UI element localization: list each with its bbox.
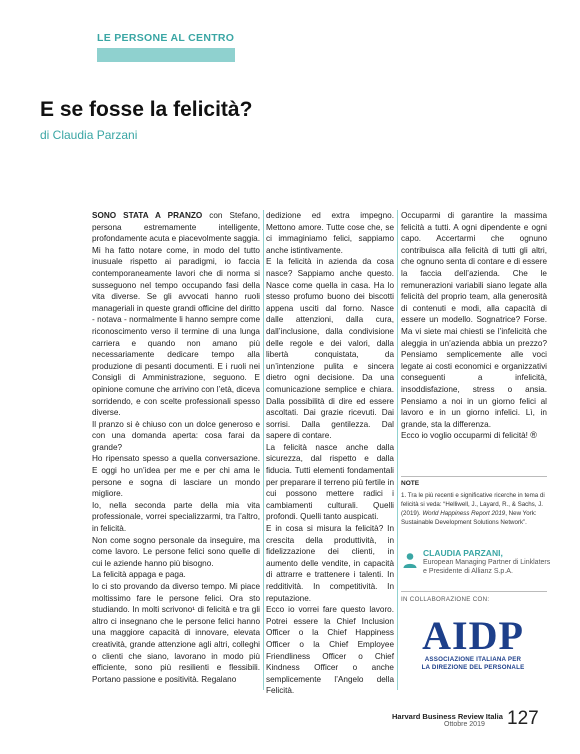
paragraph: Occuparmi di garantire la massima felicità a tutti. A ogni dipendente e ogni capo. Accertarmi che ognuno contribuisca alla felicità di tutti gli altri, che ognuno senta di contare e di essere la faccia dell’azienda. Che le remunerazioni variabili siano legate alla felicità del proprio team, alla generosità di contenuti e modi, alla capacità di essere un modello. Sognatrice? Forse. Ma vi siete mai chiesti se l’infelicità che aleggia in un’azienda abbia un prezzo? Pensiamo semplicemente alle voci legate ai costi economici e organizzativi conseguenti a infelicità, insoddisfazione, stress o ansia. Pensiamo a noi in un giorno felici al lavoro e in un giorno infelici. Lì, in grande, sta la differenza. [401, 211, 547, 429]
author-role: European Managing Partner di Linklaters e Presidente di Allianz S.p.A. [423, 559, 551, 575]
paragraph: La felicità nasce anche dalla sicurezza, dal rispetto e dalla fiducia. Tutti elementi fondamentali per preparare il terreno più fertile in cui possono mettere radici i cambiamenti culturali. Quelli profondi. Quelli tanto auspicati. [266, 442, 394, 522]
paragraph: La felicità appaga e paga. [92, 570, 186, 580]
section-bar [97, 48, 235, 62]
footnote-report-title: World Happiness Report 2019 [422, 510, 506, 517]
footnote: 1. Tra le più recenti e significative ricerche in tema di felicità si veda: “Helliwell, J., Layard, R., & Sachs, J. (2019). World Happiness Report 2019, New York: Sustainable Development Solutions Network”. [401, 492, 545, 526]
paragraph-text: con Stefano, persona estremamente intelligente, profondamente acuta e piacevolmente saggia. Mi ha fatto notare come, in modo del tutto inusuale rispetto ai paradigmi, io faccia contemporaneamente lavori che di norma si susseguono nel tempo occupando fasi della vita diverse. Se gli avvocati hanno ruoli manageriali in queste grandi officine del diritto - notava - normalmente li hanno sempre come riconoscimento verso il termine di una lunga carriera e quando non amano più necessariamente dedicare tempo alla produzione di pesanti documenti. E i ruoli nei Consigli di Amministrazione, seguono. E opinione comune che arrivino con l’età, diceva sorridendo, e con scelte professionali spesso diverse. [92, 211, 261, 418]
author-person-icon [401, 551, 419, 569]
lead-in: SONO STATA A PRANZO [92, 211, 203, 220]
end-mark-icon: ® [530, 430, 537, 441]
paragraph: dedizione ed extra impegno. Mettono amore. Tutte cose che, se ci immaginiamo felici, sappiamo anche istintivamente. [266, 211, 394, 255]
article-title: E se fosse la felicità? [40, 98, 253, 121]
paragraph: E la felicità in azienda da cosa nasce? Sappiamo anche questo. Nasce come quella in casa. Ha lo stesso profumo buono dei biscotti appena usciti dal forno. Nasce dalle attenzioni, dalla cura, dall’inclusione, dalla condivisione delle regole e dei valori, dalla libertà conquistata, da un’intenzione pulita e sincera dietro ogni decisione. Da una comunicazione semplice e chiara. Dalla possibilità di dire ed essere ascoltati. Dai grazie ricevuti. Dai sorrisi. Dalla gentilezza. Dal sapere di contare. [266, 257, 394, 441]
paragraph: E in cosa si misura la felicità? In crescita della produttività, in fidelizzazione dei clienti, in aumento delle vendite, in capacità di attrarre e trattenere i talenti. In redditività. In competitività. In reputazione. [266, 524, 394, 603]
author-name: CLAUDIA PARZANI, [423, 548, 503, 558]
paragraph: Ho ripensato spesso a quella conversazione. E oggi ho un’idea per me e per chi ama le persone e sogna di lasciare un mondo migliore. [92, 454, 260, 499]
article-column-3 [401, 210, 547, 442]
paragraph [92, 210, 260, 419]
aidp-logo-mark: AIDP [422, 613, 524, 658]
column-divider [263, 210, 264, 690]
paragraph: Il pranzo si è chiuso con un dolce generoso e con una domanda aperta: cosa farai da grande? [92, 419, 260, 452]
note-heading: NOTE [401, 476, 547, 487]
closing-line: Ecco io voglio occuparmi di felicità! [401, 431, 528, 441]
paragraph: Io ci sto provando da diverso tempo. Mi piace moltissimo fare le persone felici. Ora sto studiando. In molti scrivono¹ di felicità e tra gli altro ci insegnano che le persone felici hanno una maggiore capacità di innovare, elevata creatività, grande attenzione agli altri, colleghi o clienti che siano, lavorano in modo più efficiente, sono più resilienti e flessibili. Portano passione e positività. Regalano [92, 582, 260, 684]
author-bio [423, 549, 551, 576]
column-divider [397, 210, 398, 690]
paragraph: Io, nella seconda parte della mia vita professionale, vorrei specializzarmi, tra l’altro, in felicità. [92, 500, 260, 534]
collaboration-label: IN COLLABORAZIONE CON: [401, 596, 490, 603]
paragraph: Non come sogno personale da inseguire, ma come lavoro. Le persone felici sono quelle di cui le aziende hanno più bisogno. [92, 535, 260, 568]
page-number: 127 [507, 708, 539, 729]
article-byline: di Claudia Parzani [40, 128, 138, 142]
footer-date: Ottobre 2019 [444, 721, 485, 728]
aidp-logo-subtitle: LA DIREZIONE DEL PERSONALE [421, 664, 525, 671]
collaboration-divider [401, 591, 547, 592]
aidp-logo-subtitle: ASSOCIAZIONE ITALIANA PER [424, 656, 522, 663]
section-tag [97, 32, 235, 62]
article-column-1 [92, 210, 260, 685]
footer-publication: Harvard Business Review Italia [392, 712, 503, 721]
article-column-2 [266, 210, 394, 697]
paragraph [401, 430, 547, 442]
aidp-logo [403, 613, 543, 672]
paragraph: Ecco io vorrei fare questo lavoro. Potrei essere la Chief Inclusion Officer o la Chief Happiness Officer o la Chief Employee Friendliness Officer o Chief Kindness Officer o anche semplicemente l’Angelo della Felicità. [266, 605, 394, 696]
section-label: LE PERSONE AL CENTRO [97, 32, 235, 44]
